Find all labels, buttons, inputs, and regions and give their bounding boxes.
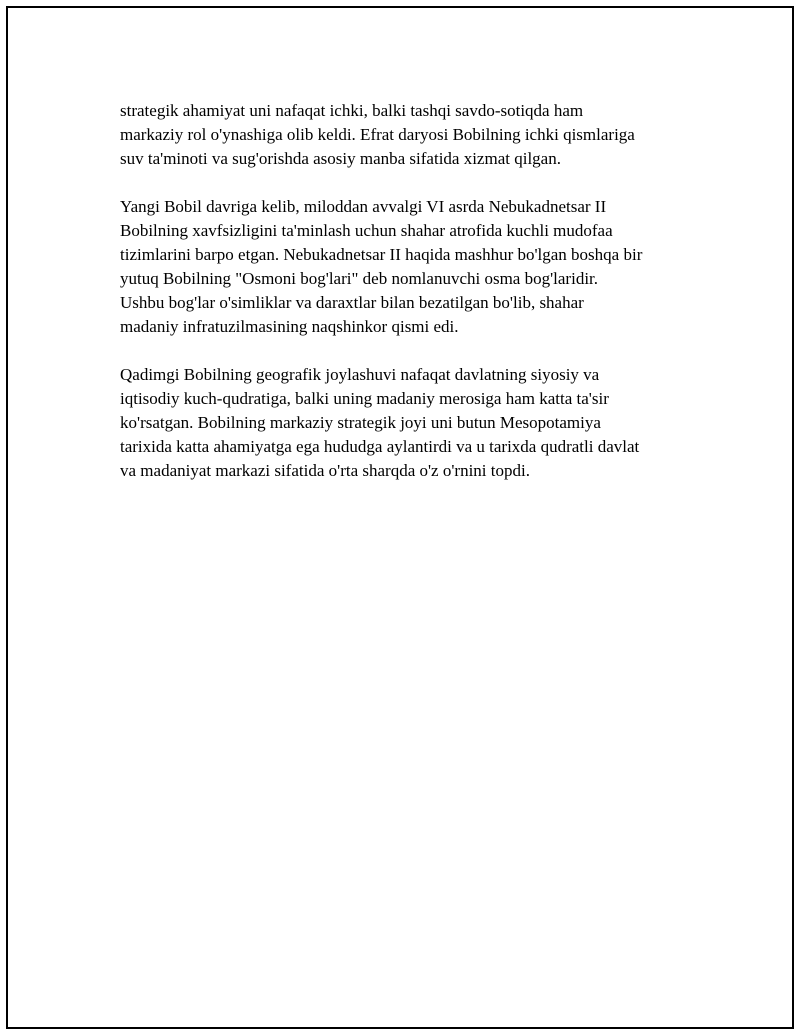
text-line: markaziy rol o'ynashiga olib keldi. Efrat daryosi Bobilning ichki qismlariga [120,125,635,144]
paragraph [120,99,700,171]
text-line: strategik ahamiyat uni nafaqat ichki, balki tashqi savdo-sotiqda ham [120,101,584,120]
text-line: yutuq Bobilning "Osmoni bog'lari" deb nomlanuvchi osma bog'laridir. [120,269,599,288]
paragraph [120,363,700,483]
text-line: Qadimgi Bobilning geografik joylashuvi nafaqat davlatning siyosiy va [120,365,600,384]
document-body [120,99,700,507]
text-line: iqtisodiy kuch-qudratiga, balki uning madaniy merosiga ham katta ta'sir [120,389,609,408]
text-line: ko'rsatgan. Bobilning markaziy strategik joyi uni butun Mesopotamiya [120,413,601,432]
paragraph [120,195,700,339]
text-line: Ushbu bog'lar o'simliklar va daraxtlar bilan bezatilgan bo'lib, shahar [120,293,584,312]
text-line: Bobilning xavfsizligini ta'minlash uchun shahar atrofida kuchli mudofaa [120,221,613,240]
text-line: tizimlarini barpo etgan. Nebukadnetsar II haqida mashhur bo'lgan boshqa bir [120,245,643,264]
document-page [6,6,794,1029]
text-line: va madaniyat markazi sifatida o'rta sharqda o'z o'rnini topdi. [120,461,530,480]
text-line: Yangi Bobil davriga kelib, miloddan avvalgi VI asrda Nebukadnetsar II [120,197,607,216]
text-line: madaniy infratuzilmasining naqshinkor qismi edi. [120,317,459,336]
text-line: suv ta'minoti va sug'orishda asosiy manba sifatida xizmat qilgan. [120,149,561,168]
text-line: tarixida katta ahamiyatga ega hududga aylantirdi va u tarixda qudratli davlat [120,437,640,456]
